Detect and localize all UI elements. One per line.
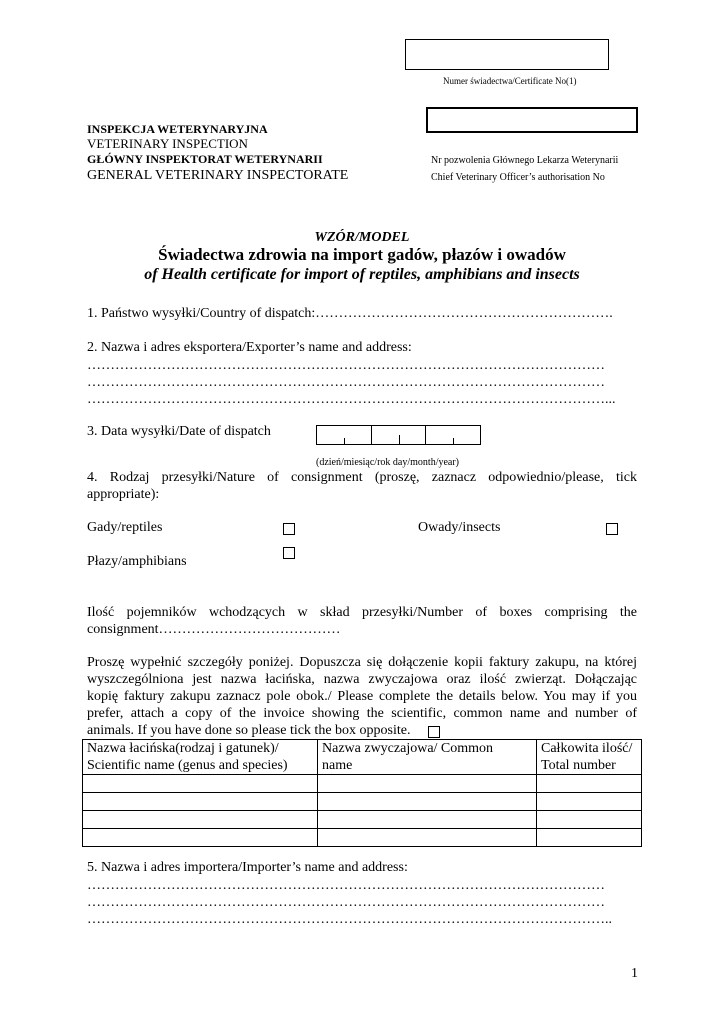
- authorisation-pl: Nr pozwolenia Głównego Lekarza Weterynarii: [431, 155, 619, 166]
- exporter-line[interactable]: …………………………………………………………………………………………………: [87, 375, 605, 390]
- reptiles-label: Gady/reptiles: [87, 520, 163, 535]
- title-en: of Health certificate for import of reptiles, amphibians and insects: [144, 266, 580, 283]
- amphibians-checkbox[interactable]: [283, 547, 295, 559]
- importer-label: 5. Nazwa i adres importera/Importer’s name and address:: [87, 860, 408, 875]
- importer-line[interactable]: …………………………………………………………………………………………………: [87, 895, 605, 910]
- nature-of-consignment-label-cont: appropriate):: [87, 487, 160, 502]
- table-row[interactable]: [83, 775, 642, 793]
- table-row[interactable]: [83, 829, 642, 847]
- insects-label: Owady/insects: [418, 520, 501, 535]
- authorisation-no-box[interactable]: [426, 107, 638, 133]
- date-year-cell[interactable]: [426, 426, 480, 444]
- authority-pl-2: GŁÓWNY INSPEKTORAT WETERYNARII: [87, 152, 323, 166]
- instructions-line: Proszę wypełnić szczegóły poniżej. Dopuszcza się dołączenie kopii faktury zakupu, na której: [87, 655, 637, 670]
- exporter-line[interactable]: …………………………………………………………………………………………………...: [87, 392, 616, 407]
- nature-of-consignment-label: 4. Rodzaj przesyłki/Nature of consignment (proszę, zaznacz odpowiednio/please, tick: [87, 470, 637, 485]
- amphibians-label: Płazy/amphibians: [87, 554, 187, 569]
- date-day-cell[interactable]: [317, 426, 372, 444]
- exporter-line[interactable]: …………………………………………………………………………………………………: [87, 358, 605, 373]
- page-number: 1: [631, 966, 638, 981]
- country-of-dispatch-field[interactable]: 1. Państwo wysyłki/Country of dispatch:……………………………………………………….: [87, 306, 613, 321]
- title-model: WZÓR/MODEL: [314, 230, 410, 245]
- date-month-cell[interactable]: [372, 426, 426, 444]
- authority-en-1: VETERINARY INSPECTION: [87, 136, 248, 151]
- reptiles-checkbox[interactable]: [283, 523, 295, 535]
- table-header-cell: Całkowita ilość/ Total number: [537, 740, 642, 775]
- table-row[interactable]: [83, 793, 642, 811]
- importer-line[interactable]: …………………………………………………………………………………………………: [87, 878, 605, 893]
- table-row[interactable]: [83, 811, 642, 829]
- title-pl: Świadectwa zdrowia na import gadów, płazów i owadów: [158, 245, 566, 264]
- authorisation-en: Chief Veterinary Officer’s authorisation No: [431, 172, 605, 183]
- importer-line[interactable]: …………………………………………………………………………………………………..: [87, 912, 612, 927]
- species-table: [82, 739, 642, 847]
- certificate-no-box[interactable]: [405, 39, 609, 70]
- instructions-line: kopię faktury zakupu zaznacz pole obok./ Please complete the details below. You may if you: [87, 689, 637, 704]
- table-header-row: [83, 740, 642, 775]
- insects-checkbox[interactable]: [606, 523, 618, 535]
- authority-en-2: GENERAL VETERINARY INSPECTORATE: [87, 168, 349, 183]
- instructions-line: wyszczególniona jest nazwa łacińska, nazwa zwyczajowa oraz ilość zwierząt. Dołączając: [87, 672, 637, 687]
- authority-pl-1: INSPEKCJA WETERYNARYJNA: [87, 122, 268, 136]
- instructions-line: prefer, attach a copy of the invoice showing the scientific, common name and number of: [87, 706, 637, 721]
- table-header-cell: Nazwa łacińska(rodzaj i gatunek)/ Scientific name (genus and species): [83, 740, 318, 775]
- instructions-line: animals. If you have done so please tick the box opposite.: [87, 723, 411, 738]
- table-header-cell: Nazwa zwyczajowa/ Common name: [318, 740, 537, 775]
- date-of-dispatch-input[interactable]: [316, 425, 481, 445]
- number-of-boxes-label: Ilość pojemników wchodzących w skład przesyłki/Number of boxes comprising the: [87, 605, 637, 620]
- invoice-attached-checkbox[interactable]: [428, 726, 440, 738]
- number-of-boxes-field[interactable]: consignment…………………………………: [87, 622, 341, 637]
- exporter-label: 2. Nazwa i adres eksportera/Exporter’s name and address:: [87, 340, 412, 355]
- date-format-hint: (dzień/miesiąc/rok day/month/year): [316, 457, 460, 468]
- certificate-no-label: Numer świadectwa/Certificate No(1): [443, 76, 577, 86]
- date-of-dispatch-label: 3. Data wysyłki/Date of dispatch: [87, 424, 271, 439]
